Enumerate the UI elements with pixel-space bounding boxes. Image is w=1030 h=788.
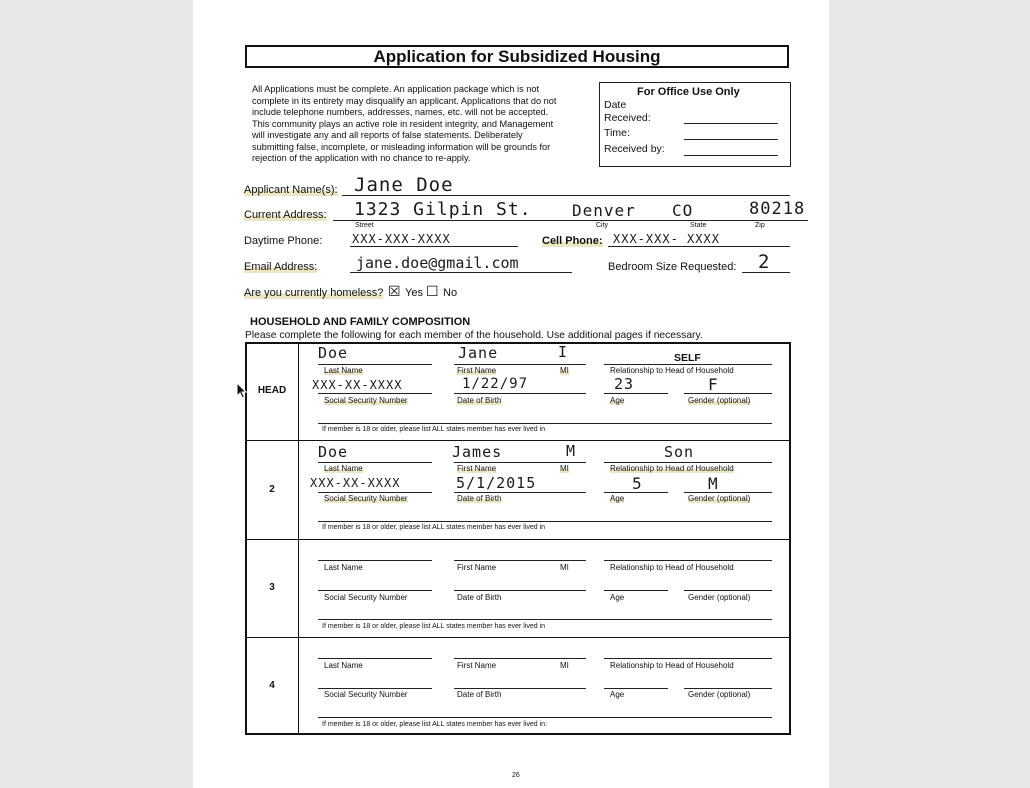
member4-last-label: Last Name [324, 661, 363, 670]
member2-last-line [318, 462, 432, 463]
member2-states-label: If member is 18 or older, please list ALL states member has ever lived in [322, 524, 546, 531]
member1-gender-line [684, 393, 772, 394]
office-heading: For Office Use Only [637, 86, 740, 98]
member4-mi-label: MI [560, 661, 569, 670]
member3-age-label: Age [610, 593, 625, 602]
member4-states-label: If member is 18 or older, please list ALL states member has ever lived in: [322, 721, 548, 728]
member3-gender-field[interactable] [684, 590, 772, 591]
member1-rel-line [604, 364, 772, 365]
member2-last-label: Last Name [324, 464, 363, 473]
city-value[interactable]: Denver [572, 201, 636, 220]
member3-states-label: If member is 18 or older, please list ALL states member has ever lived in [322, 623, 546, 630]
member3-mi-label: MI [560, 563, 569, 572]
member1-last-label: Last Name [324, 366, 363, 375]
member3-last-field[interactable] [318, 560, 432, 561]
bedroom-size-value[interactable]: 2 [758, 251, 771, 273]
form-title: Application for Subsidized Housing [245, 45, 789, 68]
mouse-cursor-icon [236, 382, 248, 400]
member1-dob-line [454, 393, 586, 394]
member1-states-line [318, 423, 772, 424]
member1-age-line [604, 393, 668, 394]
member2-dob[interactable]: 5/1/2015 [456, 474, 537, 492]
zip-value[interactable]: 80218 [749, 199, 806, 219]
member2-dob-label: Date of Birth [457, 494, 502, 503]
member2-age-line [604, 492, 668, 493]
member4-relationship-field[interactable] [604, 658, 772, 659]
member4-gender-label: Gender (optional) [688, 690, 751, 699]
street-value[interactable]: 1323 Gilpin St. [354, 199, 532, 220]
applicant-name-line [342, 195, 790, 196]
homeless-question: Are you currently homeless? [244, 287, 384, 299]
member3-first-field[interactable] [454, 560, 586, 561]
bedroom-size-label: Bedroom Size Requested: [608, 261, 737, 273]
row-label-head: HEAD [257, 385, 287, 396]
member4-age-label: Age [610, 690, 625, 699]
applicant-name-label: Applicant Name(s): [244, 184, 338, 196]
city-sublabel: City [596, 222, 609, 229]
member2-age-label: Age [610, 494, 625, 503]
member2-mi-label: MI [560, 464, 569, 473]
member4-last-field[interactable] [318, 658, 432, 659]
member2-mi[interactable]: M [566, 442, 577, 460]
street-sublabel: Street [355, 222, 374, 229]
email-line [350, 272, 572, 273]
page-number: 26 [512, 772, 520, 779]
member4-age-field[interactable] [604, 688, 668, 689]
member1-mi[interactable]: I [558, 343, 569, 361]
state-value[interactable]: CO [672, 201, 694, 220]
cell-phone-value[interactable]: XXX-XXX- XXXX [613, 232, 720, 246]
row-divider-2 [245, 539, 791, 540]
email-value[interactable]: jane.doe@gmail.com [356, 254, 519, 272]
household-instructions: Please complete the following for each member of the household. Use additional pages if necessary. [245, 330, 703, 341]
daytime-phone-value[interactable]: XXX-XXX-XXXX [352, 232, 451, 246]
member1-dob[interactable]: 1/22/97 [462, 376, 529, 392]
current-address-label: Current Address: [244, 209, 327, 221]
member1-relationship-label: Relationship to Head of Household [610, 366, 734, 375]
member3-states-field[interactable] [318, 619, 772, 620]
member2-first-line [454, 462, 586, 463]
member1-dob-label: Date of Birth [457, 396, 502, 405]
member2-age[interactable]: 5 [632, 474, 643, 493]
household-heading: HOUSEHOLD AND FAMILY COMPOSITION [250, 316, 471, 328]
yes-label: Yes [405, 287, 423, 299]
member4-ssn-field[interactable] [318, 688, 432, 689]
member2-gender[interactable]: M [708, 474, 719, 493]
office-time-label: Time: [604, 127, 630, 139]
member1-first-label: First Name [457, 366, 497, 375]
row-divider-1 [245, 440, 791, 441]
member4-states-field[interactable] [318, 717, 772, 718]
bedroom-size-line [742, 272, 790, 273]
member2-relationship[interactable]: Son [664, 443, 695, 461]
member2-last[interactable]: Doe [318, 443, 349, 461]
office-date-line [684, 123, 778, 124]
member1-last[interactable]: Doe [318, 344, 349, 362]
member2-ssn-label: Social Security Number [324, 494, 408, 503]
member2-states-line [318, 521, 772, 522]
member3-dob-label: Date of Birth [457, 593, 502, 602]
row-label-2: 2 [269, 484, 275, 495]
yes-checkbox[interactable]: ☒ [388, 283, 401, 299]
member1-gender[interactable]: F [708, 375, 719, 394]
member1-age-label: Age [610, 396, 625, 405]
member2-first[interactable]: James [452, 443, 503, 461]
zip-sublabel: Zip [755, 222, 765, 229]
member1-ssn-line [318, 393, 432, 394]
daytime-phone-label: Daytime Phone: [244, 235, 323, 247]
member4-ssn-label: Social Security Number [324, 690, 408, 699]
member2-first-label: First Name [457, 464, 497, 473]
daytime-phone-line [350, 246, 518, 247]
no-label: No [443, 287, 458, 299]
member1-age[interactable]: 23 [614, 375, 635, 393]
member4-gender-field[interactable] [684, 688, 772, 689]
member4-first-field[interactable] [454, 658, 586, 659]
office-date-label: Date [604, 99, 627, 111]
office-use-box [599, 82, 791, 167]
applicant-name-value[interactable]: Jane Doe [354, 174, 454, 196]
member3-relationship-field[interactable] [604, 560, 772, 561]
member1-last-line [318, 364, 432, 365]
email-label: Email Address: [244, 261, 318, 273]
member2-rel-line [604, 462, 772, 463]
intro-paragraph: All Applications must be complete. An application package which is not complete in its entirety may disqualify an applicant. Applications that do not include telephone numbers, addresses, names, etc. will not be accepted. This community plays an active role in resident integrity, and Management will investigate any and all reports of false statements. Deliberately submitting false, incomplete, or misleading information will be grounds for rejection of the application with no chance to re-apply. [252, 84, 557, 163]
address-line [333, 220, 808, 221]
member1-ssn-label: Social Security Number [324, 396, 408, 405]
member4-relationship-label: Relationship to Head of Household [610, 661, 734, 670]
state-sublabel: State [690, 222, 707, 229]
office-received-by-label: Received by: [604, 143, 665, 155]
office-received-label: Received: [604, 112, 651, 124]
member4-dob-label: Date of Birth [457, 690, 502, 699]
member2-ssn-line [318, 492, 432, 493]
member1-first-line [454, 364, 586, 365]
row-divider-3 [245, 637, 791, 638]
member2-ssn[interactable]: XXX-XX-XXXX [310, 476, 401, 490]
member3-gender-label: Gender (optional) [688, 593, 751, 602]
row-label-4: 4 [269, 680, 275, 691]
member3-ssn-label: Social Security Number [324, 593, 408, 602]
cell-phone-line [608, 246, 790, 247]
row-label-3: 3 [269, 582, 275, 593]
member3-first-label: First Name [457, 563, 497, 572]
member2-relationship-label: Relationship to Head of Household [610, 464, 734, 473]
cell-phone-label: Cell Phone: [542, 235, 603, 247]
member1-mi-label: MI [560, 366, 569, 375]
office-received-by-line [684, 155, 778, 156]
member1-gender-label: Gender (optional) [688, 396, 751, 405]
no-checkbox[interactable]: ☐ [426, 283, 439, 299]
member1-relationship[interactable]: SELF [674, 352, 701, 364]
member3-relationship-label: Relationship to Head of Household [610, 563, 734, 572]
member3-ssn-field[interactable] [318, 590, 432, 591]
member2-dob-line [454, 492, 586, 493]
member3-dob-field[interactable] [454, 590, 586, 591]
office-time-line [684, 139, 778, 140]
member4-first-label: First Name [457, 661, 497, 670]
member2-gender-label: Gender (optional) [688, 494, 751, 503]
member4-dob-field[interactable] [454, 688, 586, 689]
member2-gender-line [684, 492, 772, 493]
member3-age-field[interactable] [604, 590, 668, 591]
member1-first[interactable]: Jane [458, 344, 499, 362]
member1-states-label: If member is 18 or older, please list ALL states member has ever lived in [322, 426, 546, 433]
member1-ssn[interactable]: XXX-XX-XXXX [312, 378, 403, 392]
member3-last-label: Last Name [324, 563, 363, 572]
